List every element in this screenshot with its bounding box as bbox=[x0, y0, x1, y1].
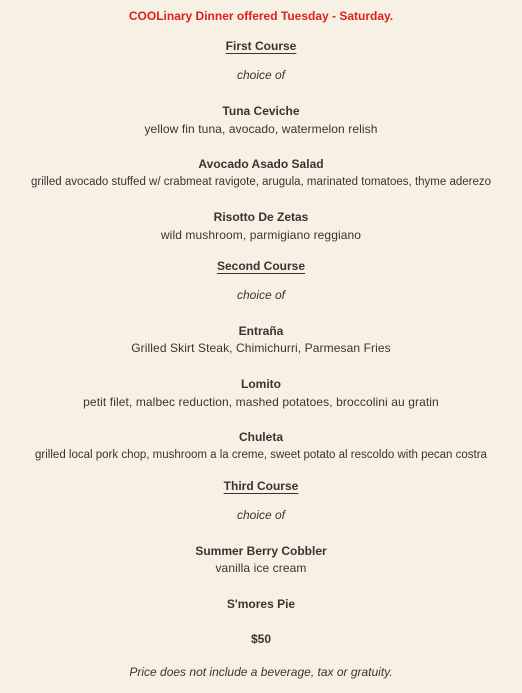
dish-name: S'mores Pie bbox=[226, 597, 296, 611]
dish-description: Grilled Skirt Steak, Chimichurri, Parmesan Fries bbox=[131, 341, 391, 355]
dish-name: Tuna Ceviche bbox=[222, 104, 300, 118]
dish-name: Avocado Asado Salad bbox=[198, 157, 324, 171]
course-choice-second: choice of bbox=[236, 288, 286, 302]
dish-description: grilled local pork chop, mushroom a la creme, sweet potato al rescoldo with pecan costra bbox=[35, 449, 487, 461]
dish-name: Risotto De Zetas bbox=[213, 210, 309, 224]
dish-name: Entraña bbox=[238, 324, 284, 338]
course-choice-third: choice of bbox=[236, 508, 286, 522]
dish-name: Lomito bbox=[241, 377, 281, 391]
course-title-second: Second Course bbox=[216, 259, 306, 273]
course-title-third: Third Course bbox=[223, 479, 299, 493]
menu-price: $50 bbox=[250, 632, 272, 646]
dish-description: grilled avocado stuffed w/ crabmeat ravigote, arugula, marinated tomatoes, thyme aderezo bbox=[30, 176, 492, 188]
offer-notice: COOLinary Dinner offered Tuesday - Saturday. bbox=[128, 9, 394, 23]
dish-name: Chuleta bbox=[238, 430, 283, 444]
dish-name: Summer Berry Cobbler bbox=[195, 544, 327, 558]
price-footnote: Price does not include a beverage, tax or gratuity. bbox=[129, 665, 393, 679]
dish-description: yellow fin tuna, avocado, watermelon relish bbox=[144, 122, 378, 136]
course-title-first: First Course bbox=[225, 39, 297, 53]
course-choice-first: choice of bbox=[236, 68, 286, 82]
dish-description: petit filet, malbec reduction, mashed potatoes, broccolini au gratin bbox=[83, 395, 439, 409]
dish-description: wild mushroom, parmigiano reggiano bbox=[160, 228, 362, 242]
dish-description: vanilla ice cream bbox=[215, 561, 307, 575]
